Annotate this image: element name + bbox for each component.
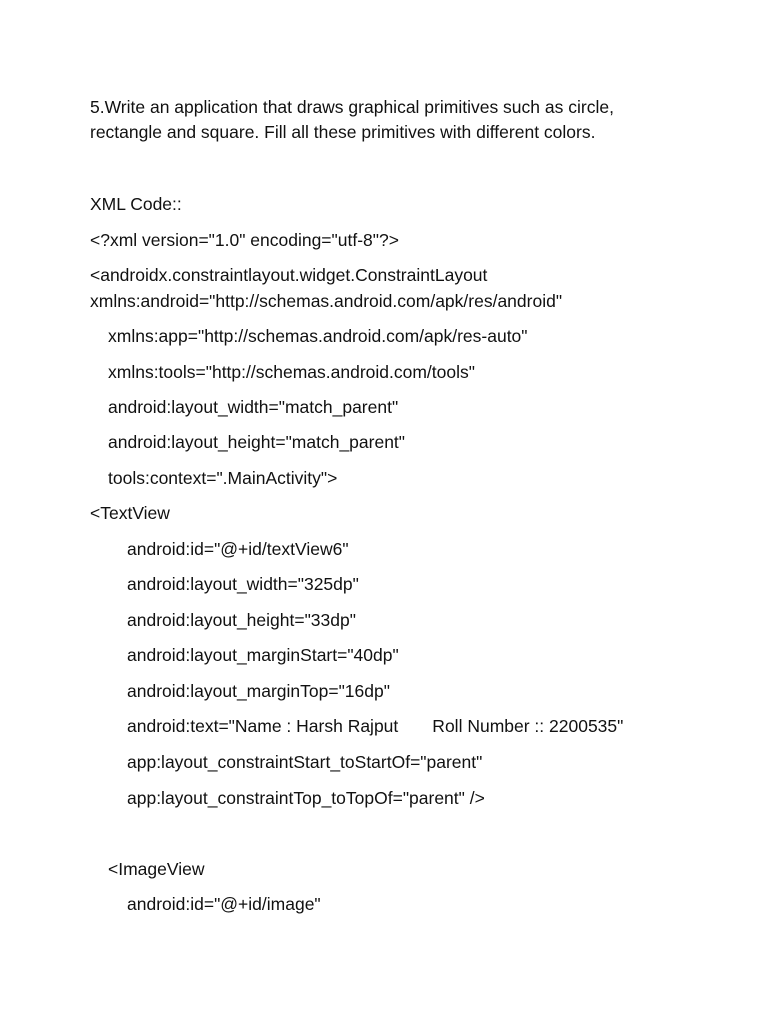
question-line-1: 5.Write an application that draws graphical primitives such as circle,: [90, 97, 614, 117]
code-line: android:layout_width="325dp": [127, 574, 359, 594]
code-line: android:layout_marginStart="40dp": [127, 645, 399, 665]
code-line: <androidx.constraintlayout.widget.ConstraintLayout: [90, 265, 488, 285]
code-line: android:layout_width="match_parent": [108, 397, 399, 417]
code-line: xmlns:app="http://schemas.android.com/apk/res-auto": [108, 326, 528, 346]
code-line: android:id="@+id/textView6": [127, 539, 349, 559]
code-line: android:text="Name : Harsh Rajput Roll Number :: 2200535": [127, 716, 624, 736]
code-line: app:layout_constraintTop_toTopOf="parent" />: [127, 788, 485, 808]
code-line: app:layout_constraintStart_toStartOf="parent": [127, 752, 483, 772]
question-line-2: rectangle and square. Fill all these primitives with different colors.: [90, 122, 596, 142]
code-line: android:id="@+id/image": [127, 894, 321, 914]
code-line: android:layout_height="match_parent": [108, 432, 406, 452]
code-line: <ImageView: [108, 859, 205, 879]
code-line: tools:context=".MainActivity">: [108, 468, 338, 488]
code-line: <?xml version="1.0" encoding="utf-8"?>: [90, 230, 399, 250]
code-line: xmlns:android="http://schemas.android.com/apk/res/android": [90, 291, 563, 311]
code-line: android:layout_marginTop="16dp": [127, 681, 390, 701]
code-line: <TextView: [90, 503, 170, 523]
section-heading: XML Code::: [90, 194, 182, 214]
code-line: xmlns:tools="http://schemas.android.com/tools": [108, 362, 475, 382]
code-line: android:layout_height="33dp": [127, 610, 356, 630]
